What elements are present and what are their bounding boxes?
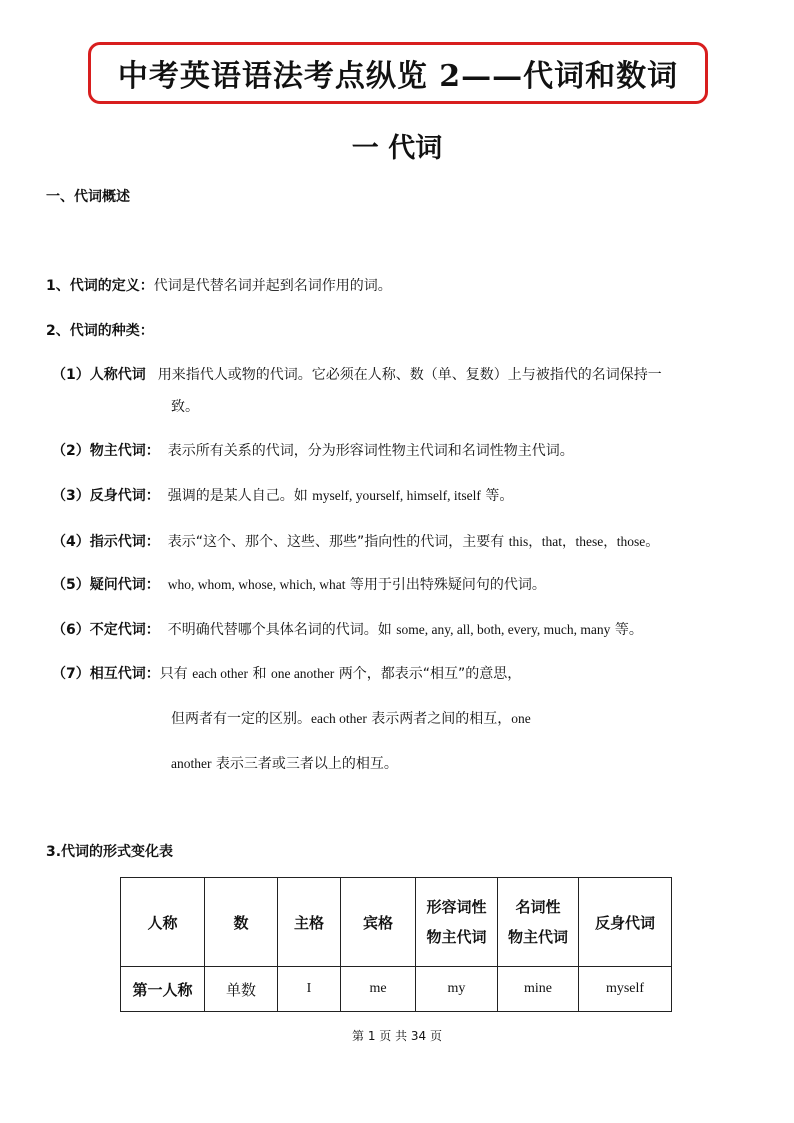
- kind-text: 不明确代替哪个具体名词的代词。如: [167, 622, 397, 638]
- cell-nominative: I: [278, 967, 341, 1012]
- kind-examples: some, any, all, both, every, much, many: [396, 622, 611, 637]
- kind-reciprocal: [52, 663, 521, 683]
- reciprocal-text: 但两者有一定的区别。: [171, 711, 311, 727]
- reciprocal-each-other: each other: [311, 711, 367, 726]
- kind-indefinite: [52, 619, 643, 639]
- pronoun-forms-table: [120, 877, 672, 1012]
- reciprocal-text-3: 表示三者或三者以上的相互。: [211, 756, 398, 772]
- title-box: [88, 42, 708, 104]
- header-reflexive: 反身代词: [579, 878, 672, 967]
- kind-label: （6）不定代词：: [52, 622, 160, 638]
- kind-personal: [52, 364, 662, 384]
- header-line: 物主代词: [426, 928, 487, 946]
- table-row: [121, 967, 672, 1012]
- kind-suffix: 等。: [480, 488, 514, 504]
- kind-label: （4）指示代词：: [52, 534, 160, 550]
- kind-suffix: 等。: [610, 622, 643, 638]
- kind-text-tail: 两个，都表示“相互”的意思，: [334, 666, 522, 682]
- header-noun-possessive: [498, 878, 579, 967]
- kind-examples: myself, yourself, himself, itself: [312, 488, 481, 503]
- definition-label: 1、代词的定义：: [46, 278, 154, 294]
- kind-suffix: 。: [645, 534, 660, 550]
- header-line: 物主代词: [507, 928, 568, 946]
- header-adjective-possessive: [416, 878, 498, 967]
- cell-adjective-possessive: my: [416, 967, 498, 1012]
- kind-text: 等用于引出特殊疑问句的代词。: [345, 577, 546, 593]
- header-nominative: 主格: [278, 878, 341, 967]
- kind-personal-cont: 致。: [171, 399, 199, 415]
- kind-text: 强调的是某人自己。如: [167, 488, 313, 504]
- kind-reflexive: [52, 485, 513, 505]
- kinds-heading: 2、代词的种类：: [46, 323, 154, 339]
- header-number: 数: [205, 878, 278, 967]
- document-title: 中考英语语法考点纵览 2——代词和数词: [117, 59, 679, 94]
- definition-text: 代词是代替名词并起到名词作用的词。: [153, 278, 392, 294]
- definition-line: [46, 275, 392, 295]
- kind-reciprocal-line3: [171, 753, 398, 773]
- cell-reflexive: myself: [579, 967, 672, 1012]
- cell-objective: me: [341, 967, 416, 1012]
- kind-text: 表示所有关系的代词，分为形容词性物主代词和名词性物主代词。: [167, 443, 574, 459]
- kind-examples: who, whom, whose, which, what: [167, 577, 346, 592]
- kind-demonstrative: [52, 530, 659, 551]
- reciprocal-one: one: [511, 711, 531, 726]
- kind-examples: this，that，these，those: [508, 534, 646, 549]
- reciprocal-text-2: 表示两者之间的相互，: [366, 711, 512, 727]
- kind-possessive: [52, 440, 574, 460]
- cell-noun-possessive: mine: [498, 967, 579, 1012]
- kind-label: （3）反身代词：: [52, 488, 160, 504]
- cell-number: 单数: [205, 967, 278, 1012]
- overview-heading: 一、代词概述: [46, 189, 130, 205]
- kind-text: 用来指代人或物的代词。它必须在人称、数（单、复数）上与被指代的名词保持一: [157, 367, 662, 383]
- kind-label: （2）物主代词：: [52, 443, 160, 459]
- kind-example-each-other: each other: [192, 666, 249, 681]
- kind-text-and: 和: [248, 666, 271, 682]
- section-title: 一 代词: [351, 133, 443, 164]
- header-line: 名词性: [515, 898, 561, 916]
- kind-label: （7）相互代词：: [52, 666, 160, 682]
- kind-label: （5）疑问代词：: [52, 577, 160, 593]
- table-header-row: [121, 878, 672, 967]
- kind-reciprocal-line2: [171, 708, 531, 728]
- reciprocal-another: another: [171, 756, 212, 771]
- kind-example-one-another: one another: [270, 666, 335, 681]
- kind-text: 只有: [159, 666, 193, 682]
- table-heading: 3.代词的形式变化表: [46, 844, 174, 860]
- cell-person: 第一人称: [121, 967, 205, 1012]
- header-person: 人称: [121, 878, 205, 967]
- header-line: 形容词性: [426, 898, 487, 916]
- kind-text: 表示“这个、那个、这些、那些”指向性的代词，主要有: [167, 534, 509, 550]
- kind-label: （1）人称代词: [52, 367, 146, 383]
- page-footer: 第 1 页 共 34 页: [352, 1029, 442, 1043]
- header-objective: 宾格: [341, 878, 416, 967]
- kind-interrogative: [52, 574, 546, 594]
